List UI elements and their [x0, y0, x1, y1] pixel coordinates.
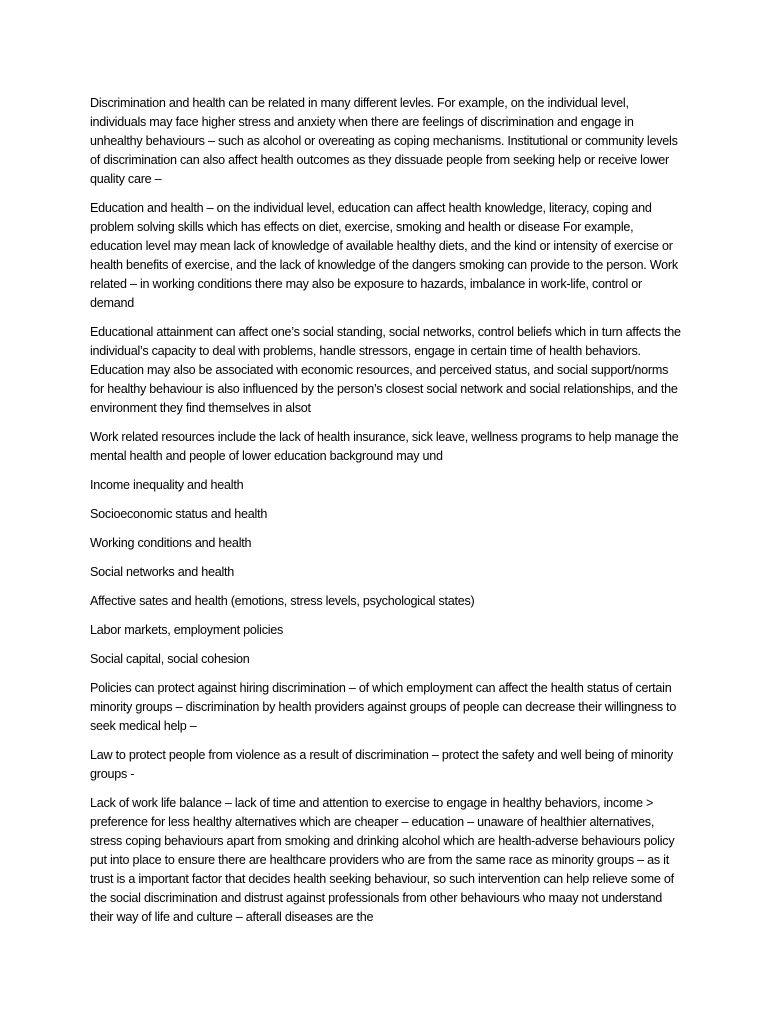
heading-working-conditions: Working conditions and health — [90, 536, 252, 550]
heading-income-inequality: Income inequality and health — [90, 478, 244, 492]
paragraph-educational-attainment: Educational attainment can affect one’s social standing, social networks, control beliefs which in turn affects the individual’s capacity to deal with problems, handle stressors, engage in certain time of health behaviors. Education may also be associated with economic resources, and perceived status, and social support/norms for healthy behaviour is also influenced by the person’s closest social network and social relationships, and the environment they find themselves in alsot — [90, 325, 681, 415]
heading-labor-markets: Labor markets, employment policies — [90, 623, 284, 637]
heading-social-networks: Social networks and health — [90, 565, 235, 579]
heading-social-capital: Social capital, social cohesion — [90, 652, 250, 666]
heading-socioeconomic-status: Socioeconomic status and health — [90, 507, 268, 521]
paragraph-law-protection: Law to protect people from violence as a result of discrimination – protect the safety and well being of minority groups - — [90, 748, 673, 781]
heading-affective-states: Affective sates and health (emotions, stress levels, psychological states) — [90, 594, 475, 608]
paragraph-education-health: Education and health – on the individual level, education can affect health knowledge, literacy, coping and problem solving skills which has effects on diet, exercise, smoking and health or disease For example, education level may mean lack of knowledge of available healthy diets, and the kind or intensity of exercise or health benefits of exercise, and the lack of knowledge of the dangers smoking can provide to the person. Work related – in working conditions there may also be exposure to hazards, imbalance in work-life, control or demand — [90, 201, 678, 310]
document-body — [90, 94, 682, 937]
paragraph-work-resources: Work related resources include the lack of health insurance, sick leave, wellness programs to help manage the mental health and people of lower education background may und — [90, 430, 679, 463]
paragraph-work-life-balance: Lack of work life balance – lack of time and attention to exercise to engage in healthy behaviors, income > preference for less healthy alternatives which are cheaper – education – unaware of healthier alternatives, stress coping behaviours apart from smoking and drinking alcohol which are health-adverse behaviours policy put into place to ensure there are healthcare providers who are from the same race as minority groups – as it trust is a important factor that decides health seeking behaviour, so such intervention can help relieve some of the social discrimination and distrust against professionals from other behaviours who maay not understand their way of life and culture – afterall diseases are the — [90, 796, 675, 924]
paragraph-discrimination-health: Discrimination and health can be related in many different levles. For example, on the individual level, individuals may face higher stress and anxiety when there are feelings of discrimination and engage in unhealthy behaviours – such as alcohol or overeating as coping mechanisms. Institutional or community levels of discrimination can also affect health outcomes as they dissuade people from seeking help or receive lower quality care – — [90, 96, 678, 186]
paragraph-policies-hiring: Policies can protect against hiring discrimination – of which employment can affect the health status of certain minority groups – discrimination by health providers against groups of people can decrease their willingness to seek medical help – — [90, 681, 677, 733]
